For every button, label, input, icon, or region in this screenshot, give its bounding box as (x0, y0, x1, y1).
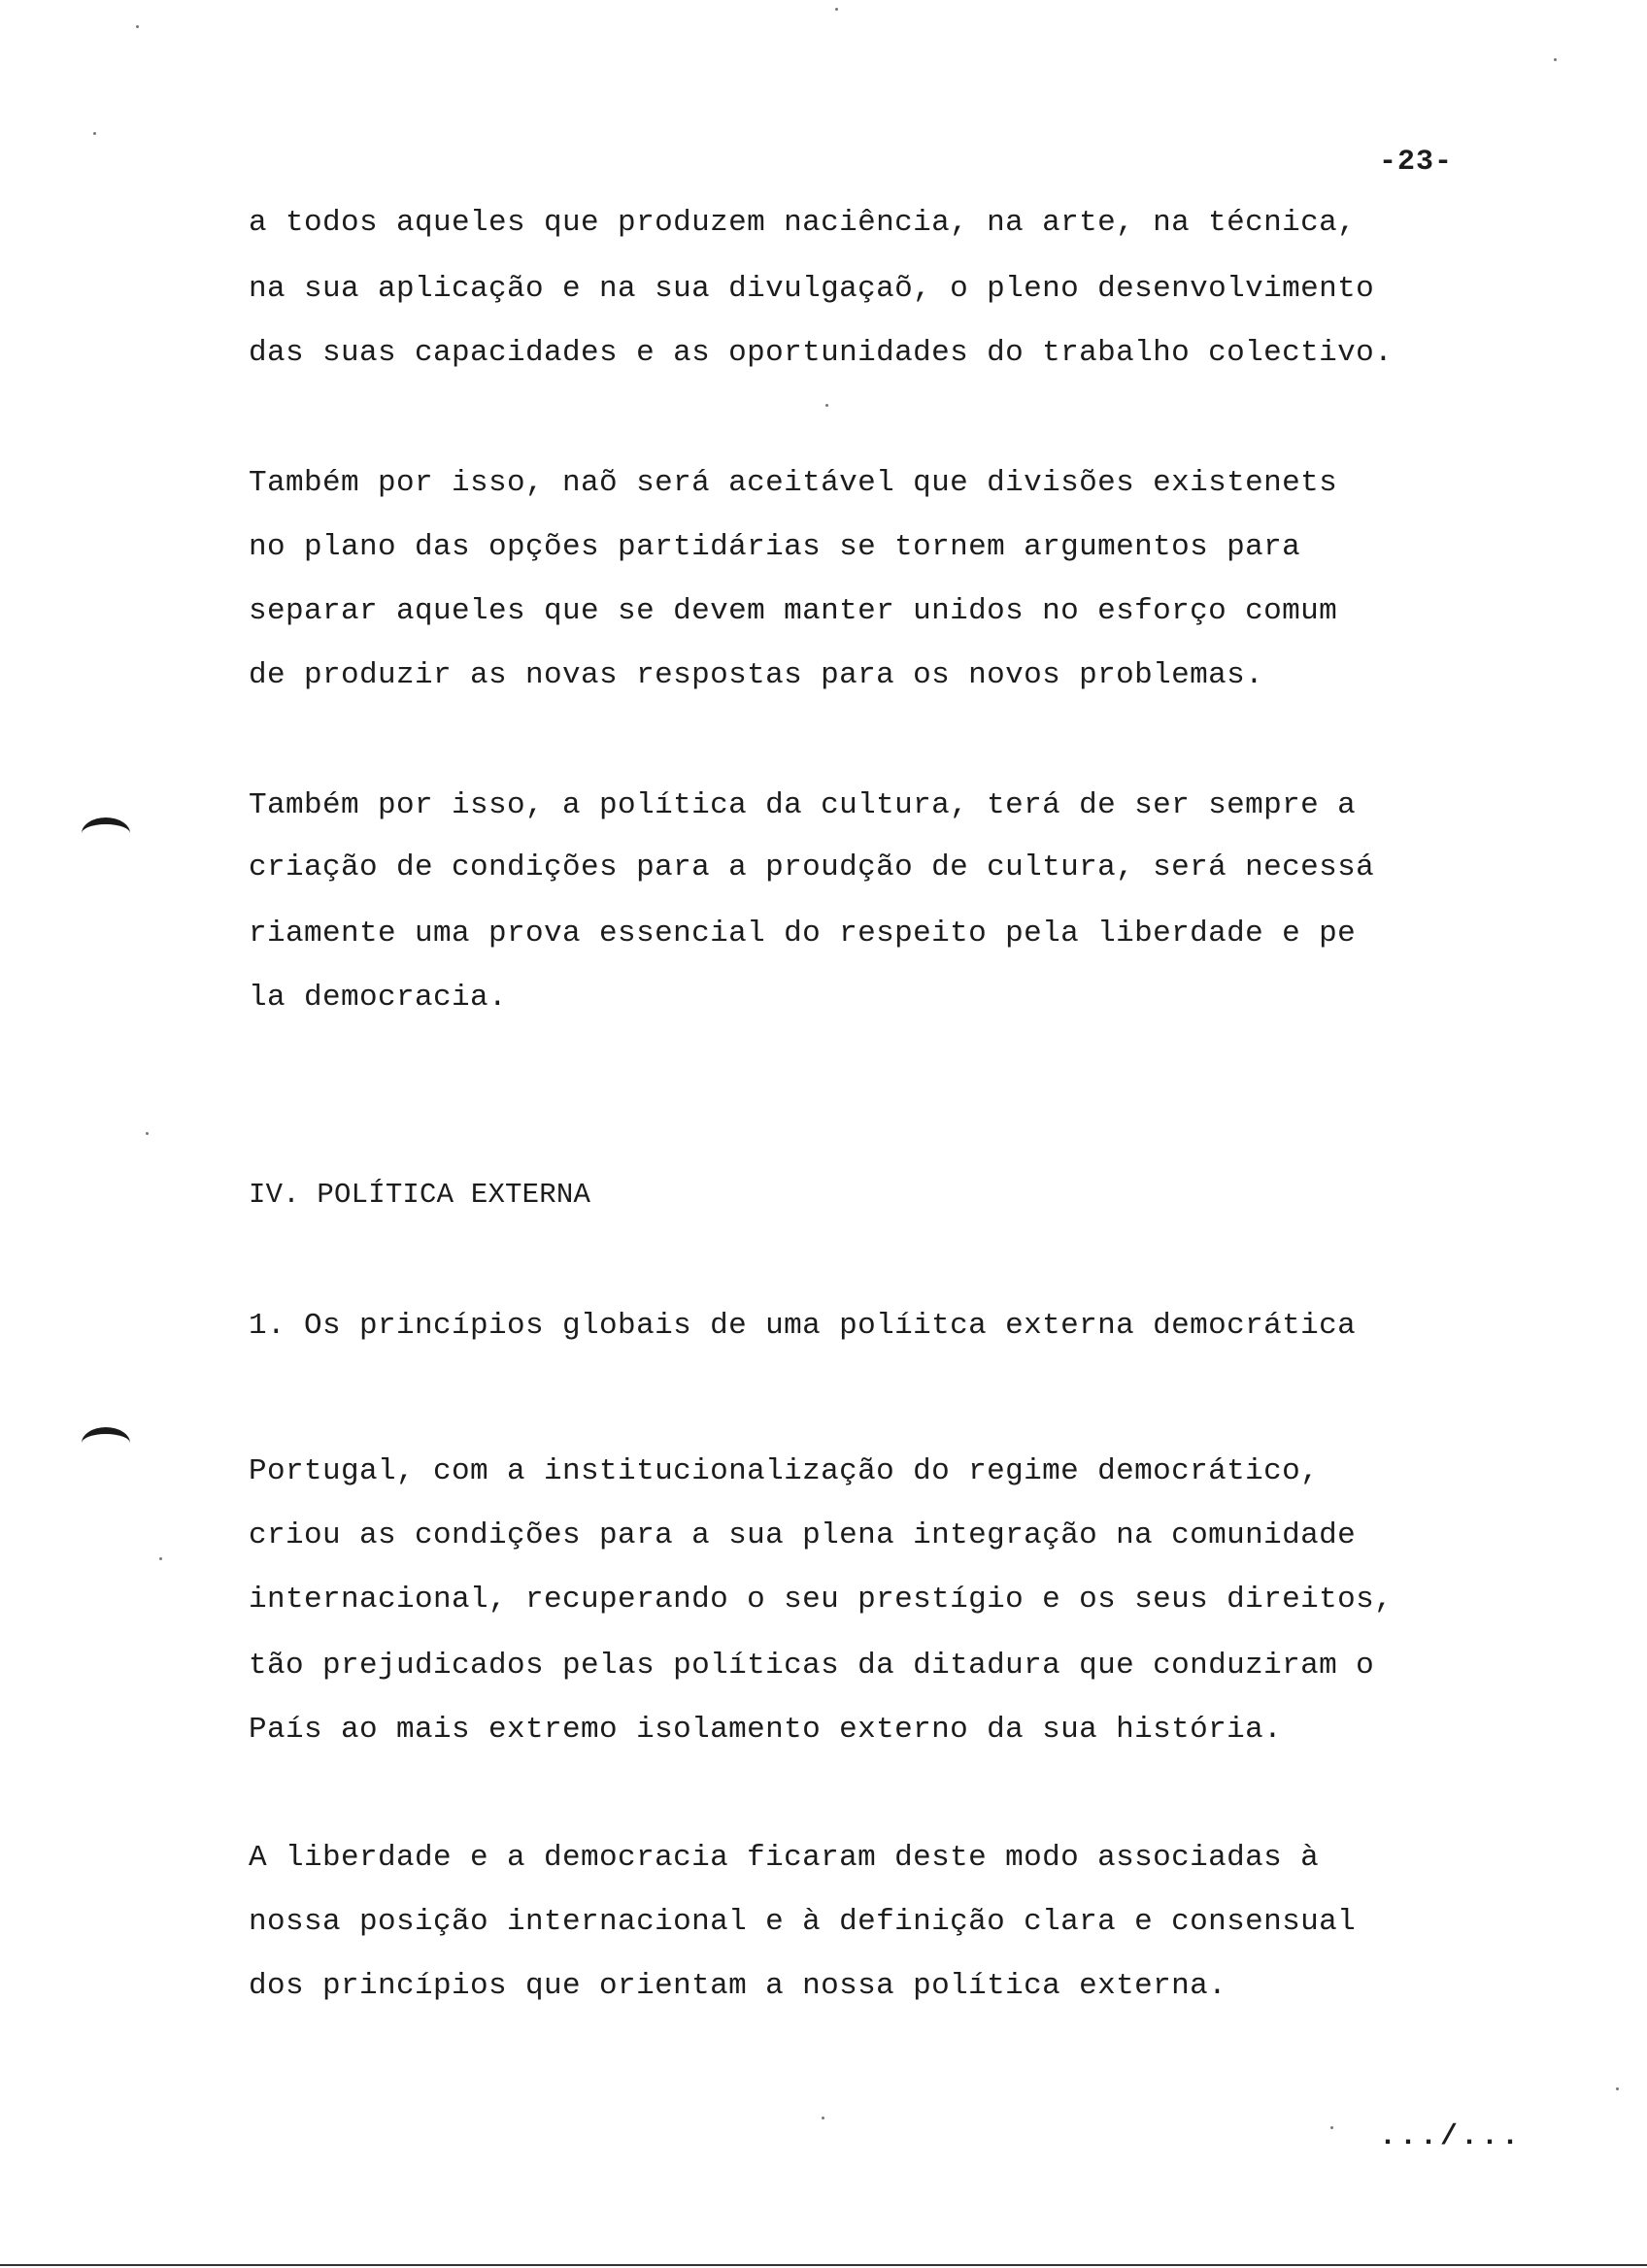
subsection-heading: 1. Os princípios globais de uma políitca externa democrática (249, 1309, 1357, 1343)
scan-speck (822, 2117, 824, 2119)
continuation-marker: .../... (1379, 2120, 1523, 2153)
scan-speck (825, 404, 828, 407)
text-line: Também por isso, naõ será aceitável que divisões existenets (249, 466, 1338, 500)
scan-speck (1554, 58, 1557, 61)
text-line: no plano das opções partidárias se tornem argumentos para (249, 530, 1301, 564)
text-line: criação de condições para a proudção de cultura, será necessá (249, 850, 1375, 884)
scan-speck (835, 8, 838, 11)
hole-punch-mark (82, 1427, 130, 1459)
text-line: criou as condições para a sua plena integração na comunidade (249, 1518, 1357, 1552)
page-number: -23- (1379, 146, 1454, 179)
text-line: Também por isso, a política da cultura, terá de ser sempre a (249, 788, 1357, 822)
bottom-edge-rule (0, 2264, 1647, 2266)
text-line: das suas capacidades e as oportunidades do trabalho colectivo. (249, 336, 1394, 370)
text-line: separar aqueles que se devem manter unidos no esforço comum (249, 594, 1338, 628)
hole-punch-mark (82, 817, 130, 850)
scan-speck (146, 1132, 149, 1135)
scan-speck (1616, 2087, 1619, 2090)
scan-speck (93, 132, 96, 135)
text-line: A liberdade e a democracia ficaram deste modo associadas à (249, 1841, 1320, 1875)
text-line: la democracia. (249, 981, 508, 1015)
text-line: de produzir as novas respostas para os novos problemas. (249, 658, 1264, 692)
text-line: na sua aplicação e na sua divulgaçaõ, o pleno desenvolvimento (249, 272, 1375, 306)
text-line: nossa posição internacional e à definição clara e consensual (249, 1905, 1357, 1939)
text-line: riamente uma prova essencial do respeito pela liberdade e pe (249, 917, 1357, 951)
text-line: Portugal, com a institucionalização do regime democrático, (249, 1454, 1320, 1488)
scan-speck (159, 1557, 162, 1560)
text-line: internacional, recuperando o seu prestígio e os seus direitos, (249, 1583, 1394, 1617)
text-line: a todos aqueles que produzem naciência, na arte, na técnica, (249, 206, 1357, 240)
text-line: País ao mais extremo isolamento externo da sua história. (249, 1713, 1283, 1747)
text-line: dos princípios que orientam a nossa política externa. (249, 1969, 1227, 2003)
section-heading: IV. POLÍTICA EXTERNA (249, 1179, 591, 1211)
scan-speck (1330, 2126, 1333, 2129)
scan-speck (136, 25, 139, 28)
text-line: tão prejudicados pelas políticas da ditadura que conduziram o (249, 1649, 1375, 1683)
